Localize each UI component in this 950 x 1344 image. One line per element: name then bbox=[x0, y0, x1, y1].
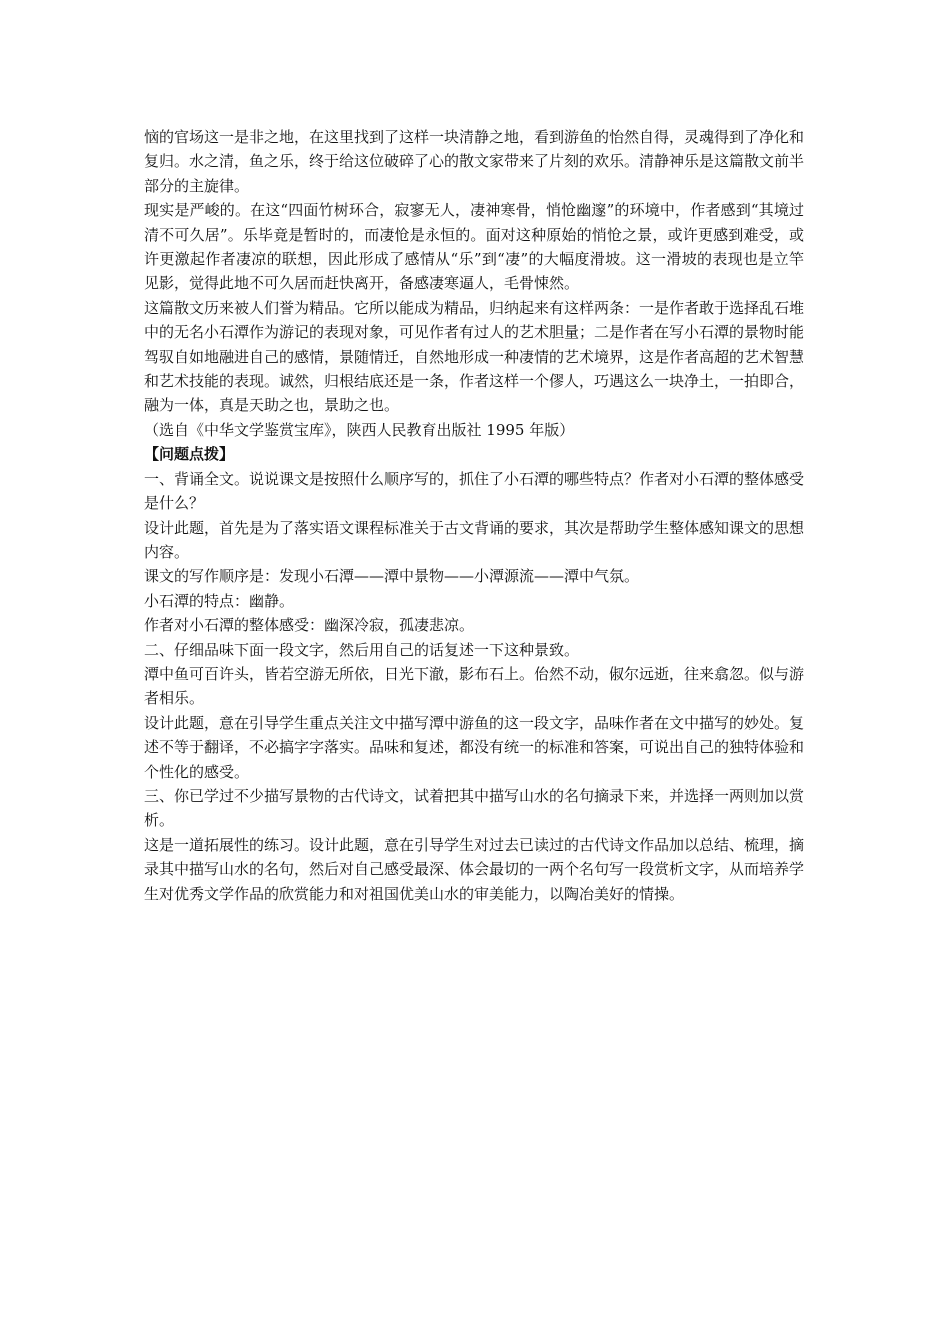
answer-paragraph: 课文的写作顺序是：发现小石潭——潭中景物——小潭源流——潭中气氛。 bbox=[144, 567, 640, 586]
question-3: 三、你已学过不少描写景物的古代诗文，试着把其中描写山水的名句摘录下来，并选择一两则加以赏析。 bbox=[144, 786, 805, 830]
quoted-passage: 潭中鱼可百许头，皆若空游无所依，日光下澈，影布石上。佁然不动，俶尔远逝，往来翕忽。似与游者相乐。 bbox=[144, 664, 805, 708]
question-1: 一、背诵全文。说说课文是按照什么顺序写的，抓住了小石潭的哪些特点？作者对小石潭的整体感受是什么？ bbox=[144, 469, 805, 513]
paragraph: 恼的官场这一是非之地，在这里找到了这样一块清静之地，看到游鱼的怡然自得，灵魂得到了净化和复归。水之清，鱼之乐，终于给这位破碎了心的散文家带来了片刻的欢乐。清静神乐是这篇散文前半部分的主旋律。 bbox=[144, 128, 805, 195]
answer-paragraph: 作者对小石潭的整体感受：幽深冷寂，孤凄悲凉。 bbox=[144, 616, 475, 635]
paragraph: 这篇散文历来被人们誉为精品。它所以能成为精品，归纳起来有这样两条：一是作者敢于选择乱石堆中的无名小石潭作为游记的表现对象，可见作者有过人的艺术胆量；二是作者在写小石潭的景物时能驾驭自如地融进自己的感情，景随情迁，自然地形成一种凄情的艺术境界，这是作者高超的艺术智慧和艺术技能的表现。诚然，归根结底还是一条，作者这样一个僇人，巧遇这么一块净土，一拍即合，融为一体，真是天助之也，景助之也。 bbox=[144, 298, 805, 415]
answer-paragraph: 这是一道拓展性的练习。设计此题，意在引导学生对过去已读过的古代诗文作品加以总结、梳理，摘录其中描写山水的名句，然后对自己感受最深、体会最切的一两个名句写一段赏析文字，从而培养学生对优秀文学作品的欣赏能力和对祖国优美山水的审美能力，以陶冶美好的情操。 bbox=[144, 835, 805, 903]
source-citation: （选自《中华文学鉴赏宝库》，陕西人民教育出版社 1995 年版） bbox=[144, 420, 575, 439]
document-body bbox=[144, 125, 804, 906]
answer-paragraph: 设计此题，意在引导学生重点关注文中描写潭中游鱼的这一段文字，品味作者在文中描写的妙处。复述不等于翻译，不必搞字字落实。品味和复述，都没有统一的标准和答案，可说出自己的独特体验和个性化的感受。 bbox=[144, 713, 805, 781]
answer-paragraph: 设计此题，首先是为了落实语文课程标准关于古文背诵的要求，其次是帮助学生整体感知课文的思想内容。 bbox=[144, 518, 805, 561]
question-2: 二、仔细品味下面一段文字，然后用自己的话复述一下这种景致。 bbox=[144, 640, 580, 659]
section-heading: 【问题点拨】 bbox=[144, 445, 235, 464]
answer-paragraph: 小石潭的特点：幽静。 bbox=[144, 591, 295, 610]
paragraph: 现实是严峻的。在这“四面竹树环合，寂寥无人，凄神寒骨，悄怆幽邃”的环境中，作者感到“其境过清不可久居”。乐毕竟是暂时的，而凄怆是永恒的。面对这种原始的悄怆之景，或许更感到难受，或许更激起作者凄凉的联想，因此形成了感情从“乐”到“凄”的大幅度滑坡。这一滑坡的表现也是立竿见影，觉得此地不可久居而赶快离开，备感凄寒逼人，毛骨悚然。 bbox=[144, 201, 804, 293]
